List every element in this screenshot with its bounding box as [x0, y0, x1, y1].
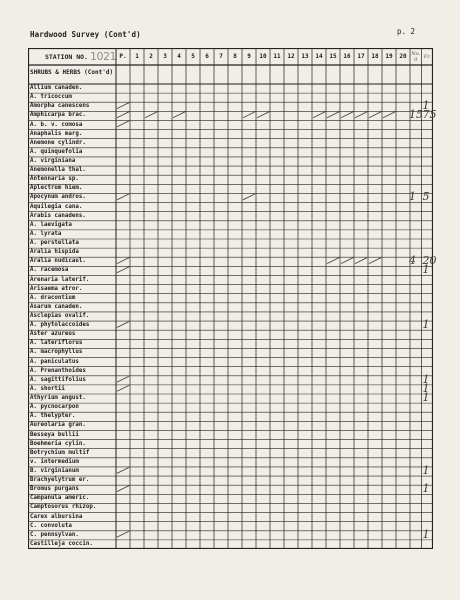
- column-header: 13: [301, 53, 309, 60]
- tick-mark: [327, 112, 339, 118]
- species-name: Aralia hispida: [30, 249, 79, 256]
- species-name: Botrychium multif: [30, 449, 90, 456]
- tick-mark: [117, 531, 129, 537]
- species-name: Campanula americ.: [30, 495, 90, 502]
- species-name: Arabis canadens.: [30, 212, 86, 219]
- species-name: Aquilegia cana.: [30, 203, 83, 210]
- column-header: 5: [191, 53, 195, 60]
- species-name: A. phytolaccoides: [30, 322, 90, 329]
- tick-mark: [369, 112, 381, 118]
- species-name: Anemonella thal.: [30, 167, 86, 174]
- species-name: Castilleja coccin.: [30, 540, 93, 547]
- species-name: Aplectrum hiem.: [30, 185, 83, 192]
- handwritten-frequency: 20: [422, 254, 437, 268]
- tick-mark: [117, 112, 129, 118]
- tick-mark: [341, 112, 353, 118]
- species-name: B. virginianum: [30, 468, 79, 474]
- tick-marks: [28, 48, 433, 549]
- species-name: A. thelypter.: [30, 413, 76, 420]
- tick-mark: [117, 267, 129, 273]
- species-name: A. sagittifolius: [30, 376, 86, 383]
- handwritten-frequency: 5: [422, 190, 430, 204]
- species-name: Besseya bullii: [30, 431, 79, 438]
- species-name: Boehmeria cylin.: [30, 440, 86, 447]
- tick-mark: [243, 112, 255, 118]
- column-header: 17: [357, 53, 365, 60]
- tick-mark: [341, 258, 353, 264]
- tick-mark: [117, 322, 129, 328]
- column-header: 12: [287, 53, 295, 60]
- handwritten-frequency: 1: [422, 381, 430, 395]
- station-label: STATION NO.: [44, 52, 88, 61]
- species-name: A. dracontium: [30, 294, 76, 301]
- handwritten-frequency: 1: [422, 99, 430, 113]
- species-name: Aralia nudicaul.: [30, 258, 86, 265]
- tick-mark: [117, 258, 129, 264]
- handwritten-count: 15: [409, 108, 423, 122]
- handwritten-frequency: 75: [422, 108, 437, 122]
- tick-mark: [173, 112, 185, 118]
- handwritten-frequency: 1: [422, 391, 430, 404]
- station-number: 1021: [90, 50, 116, 63]
- species-name: Apocynum andros.: [30, 194, 86, 201]
- species-name: Carex albursina: [30, 513, 83, 520]
- species-name: A. quinquefolia: [30, 148, 83, 155]
- column-header: 1: [135, 53, 139, 60]
- species-name: A. tricoccum: [30, 94, 72, 101]
- tick-mark: [117, 121, 129, 127]
- handwritten-frequency: 1: [422, 463, 430, 477]
- species-name: A. lateriflorus: [30, 340, 83, 347]
- handwritten-count: 4: [409, 254, 416, 268]
- species-name: Athyrium angust.: [30, 395, 86, 402]
- tick-mark: [117, 385, 129, 391]
- tick-mark: [117, 376, 129, 382]
- column-header: 15: [329, 53, 337, 60]
- species-name: A. paniculatus: [30, 358, 79, 365]
- species-name: A. lyrata: [30, 230, 62, 237]
- species-name: Amorpha canescens: [30, 103, 90, 110]
- column-header: P.: [119, 53, 127, 60]
- species-name: Arisaema atror.: [30, 285, 83, 292]
- species-name: A. shortii: [30, 385, 65, 392]
- column-header: 14: [315, 53, 323, 60]
- tick-mark: [313, 112, 325, 118]
- survey-table: [28, 48, 437, 549]
- species-name: A. Prenanthoides: [30, 367, 86, 374]
- page-title: Hardwood Survey (Cont'd): [30, 30, 141, 39]
- species-name: Anaphalis marg.: [30, 130, 83, 137]
- species-name: Camptosorus rhizop.: [30, 504, 97, 511]
- species-name: Amphicarpa brac.: [30, 112, 86, 119]
- tick-mark: [243, 194, 255, 200]
- tick-mark: [117, 194, 129, 200]
- tick-mark: [117, 486, 129, 492]
- handwritten-frequency: 1: [422, 372, 430, 386]
- species-name: A. perstellata: [30, 240, 79, 247]
- tick-mark: [355, 112, 367, 118]
- column-header: 6: [205, 53, 209, 60]
- species-name: Aster azureus: [30, 331, 76, 338]
- handwritten-frequency: 1: [422, 482, 430, 496]
- tick-mark: [383, 112, 395, 118]
- tick-mark: [327, 258, 339, 264]
- handwritten-frequency: 1: [422, 527, 430, 541]
- column-header: 3: [163, 53, 167, 60]
- column-header: 19: [385, 53, 393, 60]
- species-name: Asclepias ovalif.: [30, 313, 90, 319]
- species-name: A. b. v. comosa: [30, 121, 83, 128]
- section-title: SHRUBS & HERBS (Cont'd): [30, 69, 114, 76]
- column-header: 18: [371, 53, 379, 60]
- species-name: A. pycnocarpon: [30, 404, 79, 411]
- species-name: A. virginiana: [30, 158, 76, 164]
- species-name: C. convoluta: [30, 522, 72, 529]
- handwritten-column-header: Fr.: [423, 53, 431, 60]
- column-header: 8: [233, 53, 237, 60]
- tick-mark: [369, 258, 381, 264]
- column-header: 16: [343, 53, 351, 60]
- handwritten-column-header: No. 0: [411, 50, 421, 63]
- handwritten-frequency: 1: [422, 263, 430, 277]
- tick-mark: [257, 112, 269, 118]
- column-header: 2: [149, 53, 153, 60]
- species-name: A. laevigata: [30, 221, 72, 228]
- species-name: Anemone cylindr.: [30, 139, 86, 146]
- species-name: Aureolaria gran.: [30, 422, 86, 429]
- species-name: Antennaria sp.: [30, 176, 79, 183]
- column-header: 20: [399, 53, 407, 60]
- column-header: 9: [247, 53, 251, 60]
- species-name: v. intermedium: [30, 458, 79, 465]
- species-name: Allium canaden.: [30, 85, 83, 92]
- species-name: A. macrophyllus: [30, 349, 83, 356]
- species-name: A. racemosa: [30, 267, 69, 274]
- species-name: C. pennsylvan.: [30, 531, 79, 538]
- tick-mark: [117, 103, 129, 109]
- tick-mark: [355, 258, 367, 264]
- tick-mark: [145, 112, 157, 118]
- species-name: Brachyelytrum er.: [30, 477, 90, 484]
- page-number: p. 2: [397, 27, 416, 36]
- species-name: Bromus purgans: [30, 486, 79, 493]
- column-header: 10: [259, 53, 267, 60]
- column-header: 11: [273, 53, 281, 60]
- species-name: Arenaria laterif.: [30, 276, 90, 283]
- tick-mark: [117, 467, 129, 473]
- species-name: Asarum canaden.: [30, 303, 83, 310]
- column-header: 7: [219, 53, 223, 60]
- handwritten-frequency: 1: [422, 318, 430, 332]
- column-header: 4: [177, 53, 181, 60]
- handwritten-count: 1: [409, 190, 416, 204]
